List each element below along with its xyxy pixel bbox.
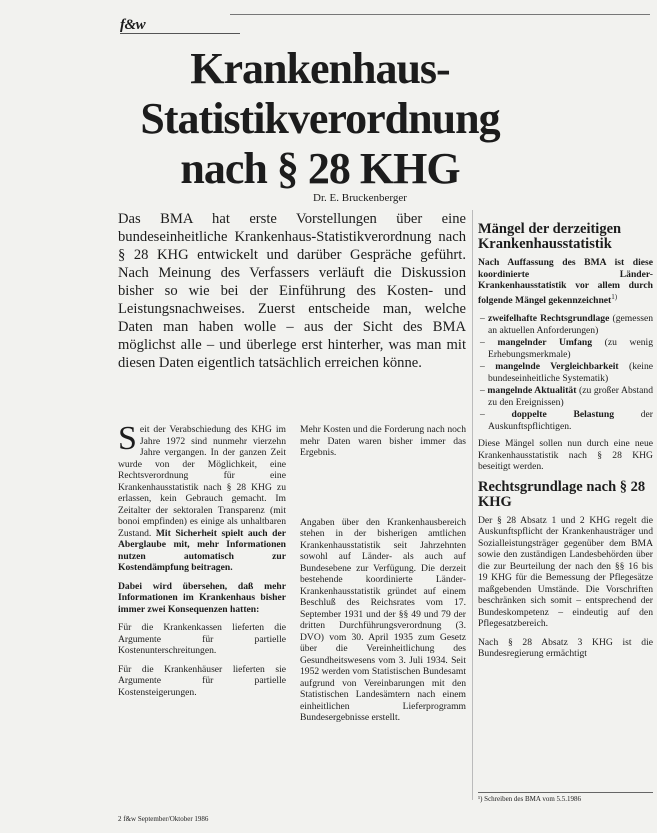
col1-item-1: Für die Krankenkassen lieferten die Argumente für partielle Kostenunterschreitungen. xyxy=(118,622,286,656)
deficiency-list xyxy=(478,313,653,432)
column-divider xyxy=(472,210,473,800)
article-title xyxy=(120,44,520,194)
title-line-2: Statistikverordnung xyxy=(140,94,500,143)
list-item-text: (keine bundeseinheitliche Systematik) xyxy=(488,361,654,384)
body-column-1 xyxy=(118,420,286,705)
drop-cap: S xyxy=(118,420,137,457)
footnote: ¹) Schreiben des BMA vom 5.5.1986 xyxy=(478,792,653,803)
list-item-bold: zweifelhafte Rechtsgrundlage xyxy=(487,313,610,325)
list-item-text: der Auskunftspflichtigen. xyxy=(488,409,653,432)
list-item-text: (zu wenig Erhebungsmerkmale) xyxy=(488,337,654,360)
col3-paragraph-2: Der § 28 Absatz 1 und 2 KHG regelt die Auskunftspflicht der Krankenhausträger und Sozialleistungsträger gegenüber dem BMA sowie den zuständigen Landesbehörden über die zur Beurteilung der nach den §§ 16 bis 19 KHG für die Bemessung der Pflegesätze maßgebenden Umstände. Die Vorschriften beschränken sich somit – entsprechend der Bundeskompetenz – eindeutig auf den Pflegesatzbereich. xyxy=(478,514,653,630)
col1-p1-bold: Mit Sicherheit spielt auch der Aberglaube mit, mehr Informationen nutzen automatisch zur Kostendämpfung beitragen. xyxy=(118,527,286,573)
col3-intro xyxy=(478,257,653,306)
col2-paragraph-2: Angaben über den Krankenhausbereich stehen in der bisherigen amtlichen Krankenhausstatistik seit Jahrzehnten sowohl auf Länder- als auch auf Bundesebene zur Verfügung. Die derzeit bestehende koordinierte Länder-Krankenhausstatistik gründet auf einem Beschluß des Reichsrates vom 17. September 1931 und der §§ 49 und 79 der dritten Durchführungsverordnung (3. DVO) vom 30. April 1935 zum Gesetz über die Vereinheitlichung des Gesundheitswesens vom 3. Juli 1934. Seit 1952 werden vom Statistischen Bundesamt aufgrund von Vereinbarungen mit den Statistischen Landesämtern nach einem einheitlichen Lieferprogramm Bundesergebnisse erstellt. xyxy=(300,516,466,723)
body-column-2 xyxy=(300,424,466,731)
footnote-ref: 1) xyxy=(611,292,618,301)
lead-paragraph: Das BMA hat erste Vorstellungen über eine bundeseinheitliche Krankenhaus-Statistikverordnung nach § 28 KHG entwickelt und darüber Gespräche geführt. Nach Meinung des Verfassers verläuft die Diskussion bisher so wie bei der Einführung des Kosten- und Leistungsnachweises. Zuerst entscheide man, welche Daten man haben wolle – aus der Sicht des BMA möglichst alle – und überlege erst hinterher, was man mit diesen Daten eigentlich tatsächlich erreichen könne. xyxy=(118,211,466,371)
journal-logo: f&w xyxy=(120,17,146,33)
col3-paragraph-after-list: Diese Mängel sollen nun durch eine neue Krankenhausstatistik nach § 28 KHG beseitigt werden. xyxy=(478,438,653,473)
logo-rule xyxy=(120,33,240,34)
list-item xyxy=(478,313,653,336)
col1-item-2: Für die Krankenhäuser lieferten sie Argumente für partielle Kostensteigerungen. xyxy=(118,663,286,698)
list-item-bold: mangelnde Vergleichbarkeit xyxy=(495,361,619,373)
section-heading-rechtsgrundlage: Rechtsgrundlage nach § 28 KHG xyxy=(478,478,646,510)
title-line-3: nach § 28 KHG xyxy=(180,144,460,193)
list-item-text: (gemessen an aktuellen Anforderungen) xyxy=(488,313,653,336)
top-rule xyxy=(230,14,650,15)
list-item-bold: mangelnder Umfang xyxy=(497,337,593,349)
section-heading-maengel: Mängel der derzeitigen Krankenhausstatistik xyxy=(478,221,622,252)
list-item xyxy=(478,337,653,360)
col1-paragraph-2: Dabei wird übersehen, daß mehr Informationen im Krankenhaus bisher immer zwei Konsequenzen hatten: xyxy=(118,580,286,615)
col2-paragraph-1: Mehr Kosten und die Forderung nach noch mehr Daten waren bisher immer das Ergebnis. xyxy=(300,424,466,458)
author-byline: Dr. E. Bruckenberger xyxy=(313,192,407,204)
list-item xyxy=(478,385,653,408)
list-item-bold: mangelnde Aktualität xyxy=(487,385,577,397)
body-column-3 xyxy=(478,222,653,667)
col3-paragraph-3: Nach § 28 Absatz 3 KHG ist die Bundesregierung ermächtigt xyxy=(478,636,653,660)
title-line-1: Krankenhaus- xyxy=(190,44,450,93)
col3-intro-bold: Nach Auffassung des BMA ist diese koordinierte Länder-Krankenhausstatistik vor allem durch folgende Mängel gekennzeichnet xyxy=(478,257,653,306)
list-item xyxy=(478,409,653,432)
col1-p1-text: eit der Verabschiedung des KHG im Jahre 1972 sind nunmehr vierzehn Jahre vergangen. In der ganzen Zeit wurde von der Möglichkeit, eine Rechtsverordnung für eine Krankenhausstatistik nach § 28 KHG zu erlassen, kein Gebrauch gemacht. Im Zeitalter der sektoralen Transparenz (mit bonoi empfinden) es einige als unhaltbaren Zustand. xyxy=(118,424,286,539)
col1-paragraph-1 xyxy=(118,420,286,574)
list-item xyxy=(478,361,653,384)
list-item-bold: doppelte Belastung xyxy=(511,409,614,421)
list-item-text: (zu großer Abstand zu den Ereignissen) xyxy=(488,385,653,408)
page-footer: 2 f&w September/Oktober 1986 xyxy=(118,815,209,823)
